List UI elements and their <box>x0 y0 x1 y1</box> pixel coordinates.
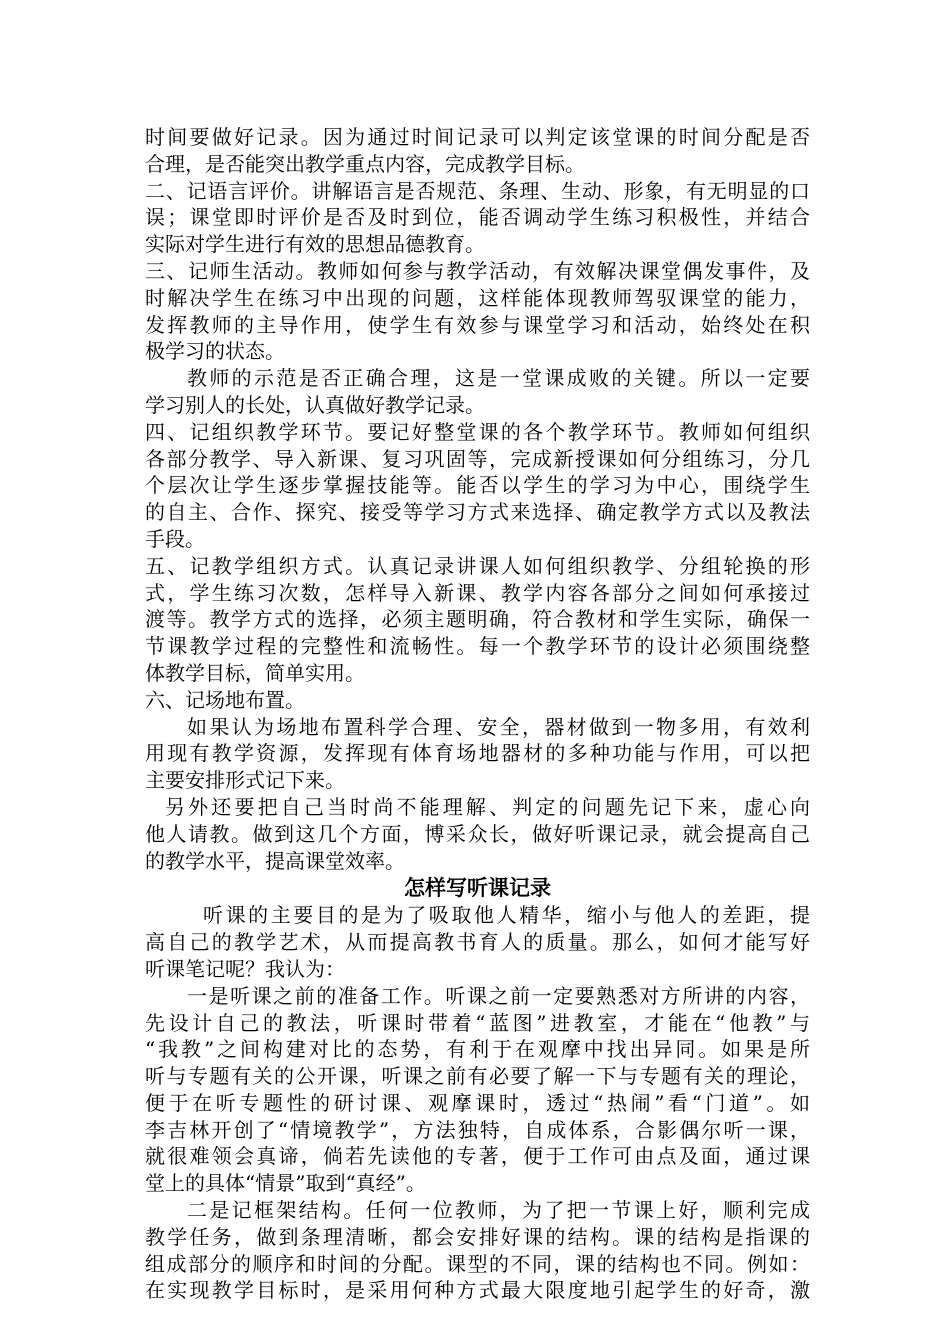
text-line: 另外还要把自己当时尚不能理解、判定的问题先记下来，虚心向 <box>165 794 810 819</box>
text-line: 时解决学生在练习中出现的问题，这样能体现教师驾驭课堂的能力， <box>145 285 810 310</box>
text-line: 式，学生练习次数，怎样导入新课、教学内容各部分之间如何承接过 <box>145 580 810 605</box>
text-line: 极学习的状态。 <box>145 339 285 364</box>
text-line: 便于在听专题性的研讨课、观摩课时，透过“热闹”看“门道”。如 <box>145 1090 810 1115</box>
text-line: 发挥教师的主导作用，使学生有效参与课堂学习和活动，始终处在积 <box>145 312 810 337</box>
text-line: 四、记组织教学环节。要记好整堂课的各个教学环节。教师如何组织 <box>145 419 810 444</box>
section-heading: 怎样写听课记录 <box>404 876 551 901</box>
text-line: 误；课堂即时评价是否及时到位，能否调动学生练习积极性，并结合 <box>145 205 810 230</box>
paragraph <box>145 714 810 794</box>
text-line: 三、记师生活动。教师如何参与教学活动，有效解决课堂偶发事件，及 <box>145 258 810 283</box>
paragraph <box>145 902 810 982</box>
paragraph <box>145 983 810 1197</box>
paragraph <box>145 794 810 874</box>
paragraph <box>145 553 810 687</box>
text-line: 合理，是否能突出教学重点内容，完成教学目标。 <box>145 151 585 176</box>
paragraph <box>145 365 810 419</box>
text-line: 堂上的具体“情景”取到“真经”。 <box>145 1171 426 1196</box>
paragraph <box>145 124 810 178</box>
text-line: 听与专题有关的公开课，听课之前有必要了解一下与专题有关的理论， <box>145 1064 810 1089</box>
text-line: 实际对学生进行有效的思想品德教育。 <box>145 232 485 257</box>
text-line: 听课的主要目的是为了吸取他人精华，缩小与他人的差距，提 <box>203 903 810 928</box>
text-line: “我教”之间构建对比的态势，有利于在观摩中找出异同。如果是所 <box>145 1037 810 1062</box>
text-line: 听课笔记呢？我认为： <box>145 956 345 981</box>
text-line: 李吉林开创了“情境教学”，方法独特，自成体系，合影偶尔听一课， <box>145 1117 810 1142</box>
text-line: 高自己的教学艺术，从而提高教书育人的质量。那么，如何才能写好 <box>145 930 810 955</box>
text-line: 的自主、合作、探究、接受等学习方式来选择、确定教学方式以及教法 <box>145 500 810 525</box>
text-line: 在实现教学目标时，是采用何种方式最大限度地引起学生的好奇，激 <box>145 1278 810 1303</box>
text-line: 就很难领会真谛，倘若先读他的专著，便于工作可由点及面，通过课 <box>145 1144 810 1169</box>
text-line: 二是记框架结构。任何一位教师，为了把一节课上好，顺利完成 <box>187 1198 810 1223</box>
paragraph <box>145 178 810 258</box>
paragraph <box>145 1197 810 1304</box>
text-line: 六、记场地布置。 <box>145 687 305 712</box>
text-line: 节课教学过程的完整性和流畅性。每一个教学环节的设计必须围绕整 <box>145 634 810 659</box>
text-line: 二、记语言评价。讲解语言是否规范、条理、生动、形象，有无明显的口 <box>145 178 810 203</box>
text-line: 他人请教。做到这几个方面，博采众长，做好听课记录，就会提高自己 <box>145 821 810 846</box>
text-line: 如果认为场地布置科学合理、安全，器材做到一物多用，有效利 <box>187 714 810 739</box>
text-line: 渡等。教学方式的选择，必须主题明确，符合教材和学生实际，确保一 <box>145 607 810 632</box>
text-line: 主要安排形式记下来。 <box>145 768 345 793</box>
text-line: 个层次让学生逐步掌握技能等。能否以学生的学习为中心，围绕学生 <box>145 473 810 498</box>
text-line: 手段。 <box>145 526 205 551</box>
text-line: 一是听课之前的准备工作。听课之前一定要熟悉对方所讲的内容， <box>187 983 810 1008</box>
text-line: 各部分教学、导入新课、复习巩固等，完成新授课如何分组练习，分几 <box>145 446 810 471</box>
text-line: 学习别人的长处，认真做好教学记录。 <box>145 392 485 417</box>
text-line: 体教学目标，简单实用。 <box>145 660 365 685</box>
text-line: 时间要做好记录。因为通过时间记录可以判定该堂课的时间分配是否 <box>145 125 810 149</box>
text-line: 五、记教学组织方式。认真记录讲课人如何组织教学、分组轮换的形 <box>145 553 810 578</box>
text-line: 用现有教学资源，发挥现有体育场地器材的多种功能与作用，可以把 <box>145 741 810 766</box>
text-line: 教师的示范是否正确合理，这是一堂课成败的关键。所以一定要 <box>187 366 810 391</box>
paragraph <box>145 258 810 365</box>
paragraph <box>145 687 810 714</box>
text-line: 教学任务，做到条理清晰，都会安排好课的结构。课的结构是指课的 <box>145 1224 810 1249</box>
text-line: 的教学水平，提高课堂效率。 <box>145 848 405 873</box>
text-line: 组成部分的顺序和时间的分配。课型的不同，课的结构也不同。例如： <box>145 1251 810 1276</box>
text-line: 先设计自己的教法，听课时带着“蓝图”进教室，才能在“他教”与 <box>145 1010 810 1035</box>
paragraph <box>145 419 810 553</box>
document-body <box>145 124 810 1304</box>
